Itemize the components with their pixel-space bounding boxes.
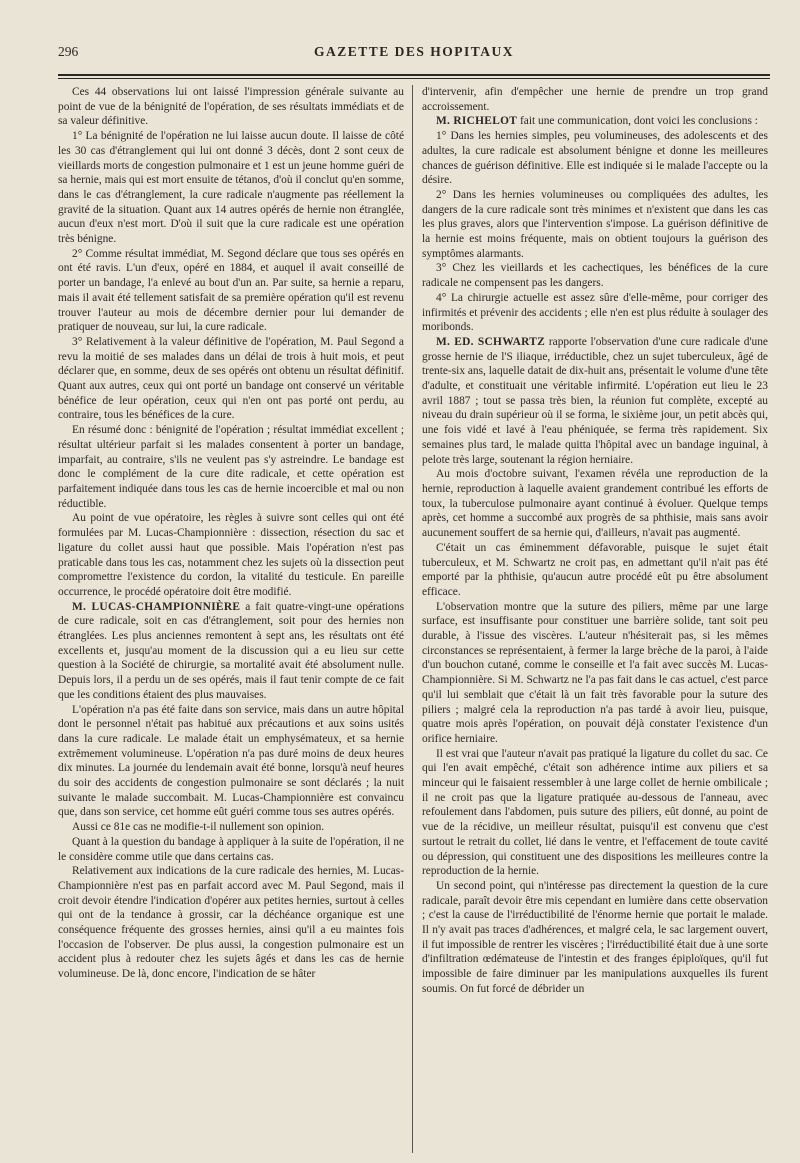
paragraph: C'était un cas éminemment défavorable, puisque le sujet était tuberculeux, et M. Schwartz ne croit pas, en admettant qu'il n'ait pas été emporté par la phthisie, qu'aucun autre procédé eût pu être absolument efficace.: [422, 541, 768, 598]
running-title: GAZETTE DES HOPITAUX: [313, 44, 515, 59]
paragraph: L'opération n'a pas été faite dans son service, mais dans un autre hôpital dont le personnel n'était pas habitué aux précautions et aux soins usités dans la cure radicale. Le malade était un emphysémateux, et sa hernie extrêmement volumineuse. L'opération n'a pas duré moins de deux heures dix minutes. La journée du lendemain avait été bonne, lorsqu'à neuf heures du soir des accidents de congestion pulmonaire se sont déclarés ; la nuit suivante le malade succombait. M. Lucas-Championnière est convaincu que, dans son service, cet homme eût guéri comme tous ses autres opérés.: [58, 703, 404, 819]
paragraph: Aussi ce 81e cas ne modifie-t-il nullement son opinion.: [72, 821, 325, 834]
paragraph: L'observation montre que la suture des piliers, même par une large surface, est insuffisante pour constituer une barrière solide, tant soit peu durable, à l'issue des viscères. L'auteur n'hésiterait pas, si les mêmes circonstances se représentaient, à fermer la large brèche de la paroi, à l'aide d'un bouchon cutané, comme le conseille et l'a fait avec succès M. Lucas-Championnière. Si M. Schwartz ne l'a pas fait dans le cas actuel, c'est parce qu'il lui semblait que c'était là un fait très favorable pour la suture des piliers ; malgré cela la reproduction n'a pas tardé à avoir lieu, puisque, quatre mois après l'opération, on pouvait déjà constater l'existence d'un orifice herniaire.: [422, 600, 768, 745]
speaker-name: M. RICHELOT: [436, 115, 518, 128]
paragraph: 2° Dans les hernies volumineuses ou compliquées des adultes, les dangers de la cure radicale sont très minimes et n'existent que dans les cas les plus graves, alors que l'intervention s'impose. La guérison définitive de la hernie est moins fréquente, mais on obtient toujours la guérison des symptômes alarmants.: [422, 188, 768, 260]
paragraph: M. RICHELOT fait une communication, dont voici les conclusions :: [436, 115, 758, 128]
left-column: [58, 85, 404, 1153]
paragraph: 1° La bénignité de l'opération ne lui laisse aucun doute. Il laisse de côté les 30 cas d'étranglement qui lui ont donné 3 décès, dont 2 sont ceux de vieillards morts de congestion pulmonaire et 1 est un jeune homme guéri de sa hernie, mais qui est mort ensuite de tétanos, d'où il conclut qu'en somme, dans le cas d'étranglement, la cure radicale n'augmente pas réellement la gravité de la situation. Quant aux 14 autres opérés de hernie non étranglée, aucun d'eux n'est mort. D'où il suit que la cure radicale est une opération très bénigne.: [58, 130, 404, 246]
paragraph: Quant à la question du bandage à appliquer à la suite de l'opération, il ne le considère comme utile que dans certains cas.: [58, 835, 404, 863]
paragraph: Il est vrai que l'auteur n'avait pas pratiqué la ligature du collet du sac. Ce qui l'en avait empêché, c'était son adhérence intime aux piliers et sa minceur qui le faisaient ressembler à une large collet de hernie ombilicale ; il ne croit pas que la ligature pratiquée au-dessous de l'anneau, avec refoulement dans l'abdomen, puis suture des piliers, eût donné, au point de vue de la récidive, un meilleur résultat, puisqu'il est convenu que c'est surtout le retrait du collet, lié dans le ventre, et l'effacement de toute cavité ou dépression, qui constituent une des dispositions les meilleures contre la reproduction de la hernie.: [422, 747, 768, 878]
paragraph: 4° La chirurgie actuelle est assez sûre d'elle-même, pour corriger des infirmités et prévenir des accidents ; elle n'en est plus réduite à soulager des moribonds.: [422, 291, 768, 334]
speaker-name: M. LUCAS-CHAMPIONNIÈRE: [72, 600, 241, 613]
paragraph: 3° Relativement à la valeur définitive de l'opération, M. Paul Segond a revu la moitié de ses malades dans un délai de trois à huit mois, et peut déclarer que, en somme, deux de ses opérés ont obtenu un résultat définitif. Quant aux autres, ceux qui ont porté un bandage ont conservé un véritable bénéfice de leur opération, ceux qui n'en ont pas porté ont perdu, au contraire, tous les bénéfices de la cure.: [58, 335, 404, 422]
paragraph: Au mois d'octobre suivant, l'examen révéla une reproduction de la hernie, reproduction à laquelle avaient grandement contribué les efforts de toux, la tuberculose pulmonaire ayant continué à évoluer. Quelque temps après, cet homme a succombé aux progrès de sa phthisie, mais sans avoir aucunement souffert de sa hernie qui, d'ailleurs, n'avait pas augmenté.: [422, 468, 768, 540]
paragraph: En résumé donc : bénignité de l'opération ; résultat immédiat excellent ; résultat ultérieur parfait si les malades consentent à porter un bandage, imparfait, au contraire, s'ils ne veulent pas s'y astreindre. Le bandage est donc le complément de la cure dite radicale, et cette opération est parfaitement indiquée dans tous les cas de hernie incoercible et mal ou non réductible.: [58, 424, 404, 510]
page-header: [58, 44, 770, 70]
column-divider: [404, 85, 422, 1153]
paragraph: 3° Chez les vieillards et les cachectiques, les bénéfices de la cure radicale ne compensent pas les dangers.: [422, 262, 768, 290]
paragraph: 1° Dans les hernies simples, peu volumineuses, des adolescents et des adultes, la cure radicale est absolument bénigne et donne les meilleures chances de guérison définitive. Elle est indiquée si le malade l'accepte ou la désire.: [422, 130, 768, 187]
paragraph: Ces 44 observations lui ont laissé l'impression générale suivante au point de vue de la bénignité de l'opération, de ses résultats immédiats et de sa valeur définitive.: [58, 86, 404, 128]
right-column: [422, 85, 768, 1153]
paragraph: M. ED. SCHWARTZ rapporte l'observation d'une cure radicale d'une grosse hernie de l'S iliaque, irréductible, chez un sujet tuberculeux, âgé de trente-six ans, laquelle datait de dix-huit ans, présentait le volume d'une tête d'adulte, et constituait une véritable infirmité. L'opération eut lieu le 23 avril 1887 ; tout se passa très bien, la réunion fut complète, excepté au niveau du drain supérieur où il se forma, le sixième jour, un petit abcès qui, une fois vidé et lavé à l'eau phéniquée, se ferma très rapidement. Six semaines plus tard, le malade quitta l'hôpital avec un bandage inguinal, à pelote très large, soutenant la région herniaire.: [422, 335, 768, 466]
paragraph: Au point de vue opératoire, les règles à suivre sont celles qui ont été formulées par M. Lucas-Championnière : dissection, résection du sac et ligature du collet aussi haut que possible. Mais l'opération n'est pas praticable dans tous les cas, notamment chez les sujets où la dissection peut compromettre l'existence du cordon, la vitalité du testicule. En pareille occurrence, le procédé opératoire doit être modifié.: [58, 512, 404, 598]
page-number: 296: [58, 44, 79, 59]
header-rule-thick: [58, 74, 770, 76]
text-columns: [58, 85, 770, 1153]
paragraph: 2° Comme résultat immédiat, M. Segond déclare que tous ses opérés en ont été ravis. L'un d'eux, opéré en 1884, et auquel il avait conseillé de porter un bandage, l'a enlevé au bout d'un an. Par suite, sa hernie a reparu, mais il avait été tellement satisfait de sa première opération qu'il est revenu trouver l'auteur au mois de décembre dernier pour lui demander de pratiquer de nouveau, sur lui, la cure radicale.: [58, 247, 404, 334]
speaker-name: M. ED. SCHWARTZ: [436, 335, 546, 348]
paragraph: d'intervenir, afin d'empêcher une hernie de prendre un trop grand accroissement.: [422, 86, 768, 113]
paragraph: Un second point, qui n'intéresse pas directement la question de la cure radicale, paraît devoir être mis cependant en lumière dans cette observation ; c'est la cause de l'irréductibilité de l'énorme hernie que portait le malade. Il n'y avait pas traces d'adhérences, et malgré cela, le sac largement ouvert, il fut impossible de rentrer les viscères ; l'irréductibilité était due à une sorte d'infiltration œdémateuse de l'intestin et des franges épiploïques, qu'il fut impossible de faire diminuer par les manipulations auxquelles ils furent soumis. On fut forcé de débrider un: [422, 879, 768, 995]
paragraph: Relativement aux indications de la cure radicale des hernies, M. Lucas-Championnière n'est pas en parfait accord avec M. Paul Segond, mais il croit devoir étendre l'indication d'opérer aux petites hernies, surtout à celles qui ont de la tendance à grossir, car la déchéance organique est une conséquence fréquente des grosses hernies, ainsi qu'il a eu maintes fois l'occasion de l'observer. De plus aussi, la congestion pulmonaire est un accident plus à redouter chez les sujets âgés et dans les cas de hernie volumineuse. De là, donc encore, l'indication de se hâter: [58, 865, 404, 981]
header-rule-thin: [58, 78, 770, 79]
paragraph: M. LUCAS-CHAMPIONNIÈRE a fait quatre-vingt-une opérations de cure radicale, soit en cas d'étranglement, soit pour des hernies non étranglées. Les plus anciennes remontent à sept ans, les résultats ont été excellents et, jusqu'au moment de la discussion qui a eu lieu sur cette question à la Société de chirurgie, sa mortalité avait été absolument nulle. Depuis lors, il a perdu un de ses opérés, mais il faut tenir compte de ce fait que les conditions étaient des plus mauvaises.: [58, 600, 404, 701]
